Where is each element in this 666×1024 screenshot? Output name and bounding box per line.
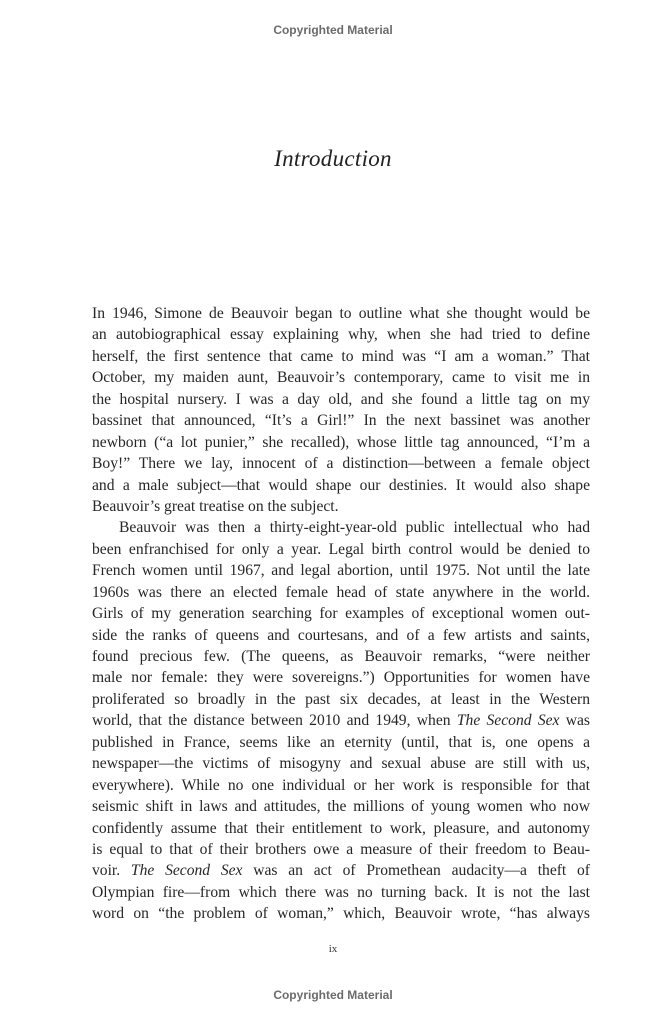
- text-segment: newspaper—the victims of misogyny and sexual abuse are still with us,: [92, 755, 590, 773]
- text-line: [92, 689, 590, 710]
- text-segment: been enfranchised for only a year. Legal birth control would be denied to: [92, 540, 590, 558]
- italic-title-text: The Second Sex: [130, 862, 243, 880]
- text-segment: Boy!” There we lay, innocent of a distinction—between a female object: [92, 455, 590, 473]
- text-line: [92, 860, 590, 881]
- text-line: [92, 303, 590, 324]
- text-segment: herself, the first sentence that came to mind was “I am a woman.” That: [92, 347, 590, 365]
- text-segment: and a male subject—that would shape our destinies. It would also shape: [92, 476, 590, 494]
- text-segment: male nor female: they were sovereigns.”) Opportunities for women have: [92, 669, 590, 687]
- text-line: [92, 346, 590, 367]
- text-line: [92, 539, 590, 560]
- text-line: [92, 603, 590, 624]
- text-segment: proliferated so broadly in the past six decades, at least in the Western: [92, 690, 590, 708]
- text-line: [92, 796, 590, 817]
- page-number: ix: [328, 943, 338, 955]
- text-line: [92, 560, 590, 581]
- text-line: [92, 753, 590, 774]
- text-line: [92, 667, 590, 688]
- text-line: [92, 818, 590, 839]
- text-line: [92, 710, 590, 731]
- text-segment: an autobiographical essay explaining why, when she had tried to define: [92, 326, 590, 344]
- text-segment: Olympian fire—from which there was no turning back. It is not the last: [92, 883, 590, 901]
- text-segment: the hospital nursery. I was a day old, and she found a little tag on my: [92, 390, 590, 408]
- text-segment: seismic shift in laws and attitudes, the millions of young women who now: [92, 798, 590, 816]
- text-segment: October, my maiden aunt, Beauvoir’s contemporary, came to visit me in: [92, 369, 590, 387]
- chapter-title: Introduction: [274, 146, 392, 171]
- text-line: [92, 646, 590, 667]
- text-segment: side the ranks of queens and courtesans, and of a few artists and saints,: [92, 626, 590, 644]
- text-line: [92, 432, 590, 453]
- text-line: [92, 389, 590, 410]
- copyright-watermark-top: Copyrighted Material: [273, 23, 393, 37]
- text-line: [92, 475, 590, 496]
- text-segment: voir.: [92, 862, 131, 880]
- text-segment: Beauvoir’s great treatise on the subject.: [92, 497, 339, 515]
- text-segment: French women until 1967, and legal abortion, until 1975. Not until the late: [92, 562, 590, 580]
- copyright-watermark-bottom: Copyrighted Material: [273, 988, 393, 1002]
- text-line: [92, 775, 590, 796]
- body-text: [92, 303, 590, 925]
- text-segment: everywhere). While no one individual or her work is responsible for that: [92, 776, 590, 794]
- text-line: [92, 582, 590, 603]
- text-line: [92, 324, 590, 345]
- text-line: [92, 732, 590, 753]
- text-line: [92, 882, 590, 903]
- text-segment: was: [559, 712, 590, 730]
- text-segment: found precious few. (The queens, as Beauvoir remarks, “were neither: [92, 648, 590, 665]
- italic-title-text: The Second Sex: [456, 712, 560, 730]
- text-line: [92, 453, 590, 474]
- text-segment: word on “the problem of woman,” which, Beauvoir wrote, “has always: [92, 905, 590, 923]
- text-line: [92, 496, 590, 517]
- text-segment: In 1946, Simone de Beauvoir began to outline what she thought would be: [92, 305, 590, 322]
- text-segment: world, that the distance between 2010 and 1949, when: [92, 712, 457, 730]
- text-segment: confidently assume that their entitlement to work, pleasure, and autonomy: [92, 819, 590, 837]
- text-segment: newborn (“a lot punier,” she recalled), whose little tag announced, “I’m a: [92, 433, 590, 451]
- text-line: [92, 903, 590, 924]
- text-line: [92, 410, 590, 431]
- text-segment: published in France, seems like an eternity (until, that is, one opens a: [92, 733, 590, 751]
- text-line: [92, 625, 590, 646]
- text-line: [92, 839, 590, 860]
- text-segment: Girls of my generation searching for examples of exceptional women out-: [92, 605, 590, 623]
- text-line: [92, 367, 590, 388]
- text-segment: Beauvoir was then a thirty-eight-year-old public intellectual who had: [119, 519, 590, 537]
- text-segment: was an act of Promethean audacity—a theft of: [242, 862, 591, 880]
- text-segment: 1960s was there an elected female head of state anywhere in the world.: [92, 583, 590, 601]
- text-segment: bassinet that announced, “It’s a Girl!” In the next bassinet was another: [92, 412, 590, 430]
- text-segment: is equal to that of their brothers owe a measure of their freedom to Beau-: [92, 840, 590, 858]
- text-line: [92, 517, 590, 538]
